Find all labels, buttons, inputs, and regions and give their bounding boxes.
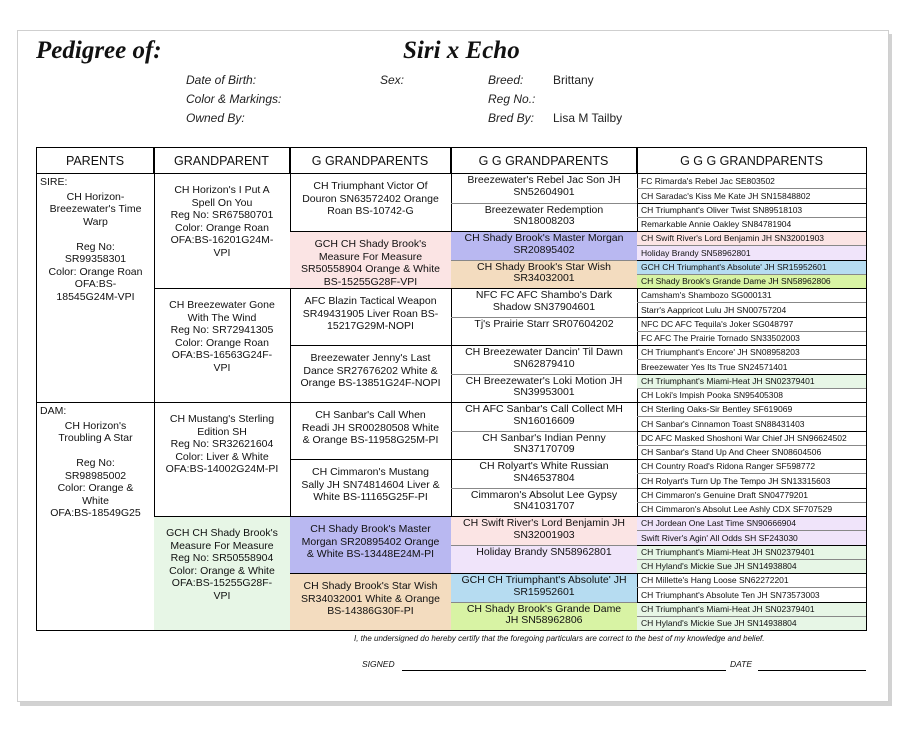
gg-grandparent-cell xyxy=(451,488,637,517)
sex-label: Sex: xyxy=(380,73,405,87)
ggg-grandparent-cell: FC AFC The Prairie Tornado SN33502003 xyxy=(637,331,866,345)
ggg-grandparent-cell: Swift River's Agin' All Odds SH SF243030 xyxy=(637,530,866,544)
ggg-grandparent-cell: CH Rolyart's Turn Up The Tempo JH SN13315603 xyxy=(637,473,866,487)
g-grandparent-cell-text: CH Shady Brook's Star Wish SR34032001 White & Orange BS-14386G30F-PI xyxy=(301,580,440,617)
g-grandparent-cell-text: CH Triumphant Victor Of Douron SN63572402 Orange Roan BS-10742-G xyxy=(302,180,439,217)
ggg-grandparent-cell: CH Shady Brook's Grande Dame JH SN58962806 xyxy=(637,274,866,288)
gg-grandparent-cell-text: CH Swift River's Lord Benjamin JH SN32001903 xyxy=(463,517,625,541)
g-grandparent-cell-text: Breezewater Jenny's Last Dance SR27676202 White & Orange BS-13851G24F-NOPI xyxy=(300,352,441,389)
gg-grandparent-cell xyxy=(451,260,637,289)
gg-grandparent-cell xyxy=(451,402,637,431)
gg-grandparent-cell-text: Holiday Brandy SN58962801 xyxy=(476,545,612,558)
ggg-grandparent-cell: CH Saradac's Kiss Me Kate JH SN15848802 xyxy=(637,188,866,202)
ggg-grandparent-cell: Holiday Brandy SN58962801 xyxy=(637,245,866,259)
ggg-grandparent-cell: CH Sanbar's Stand Up And Cheer SN08604506 xyxy=(637,445,866,459)
gg-grandparent-cell xyxy=(451,516,637,545)
ggg-grandparent-cell: CH Triumphant's Miami-Heat JH SN02379401 xyxy=(637,602,866,616)
g-grandparent-cell xyxy=(290,516,451,573)
grandparent-cell-text: CH Mustang's Sterling Edition SH Reg No: SR32621604 Color: Liver & White OFA:BS-14002G24M-PI xyxy=(165,413,279,475)
column-header-gg-grandparents: G G GRANDPARENTS xyxy=(451,148,637,174)
grandparent-cell-text: CH Horizon's I Put A Spell On You Reg No: SR67580701 Color: Orange Roan OFA:BS-16201G24M- VPI xyxy=(170,184,274,259)
gg-grandparent-cell xyxy=(451,203,637,232)
gg-grandparent-cell-text: CH Rolyart's White Russian SN46537804 xyxy=(479,460,609,484)
ggg-grandparent-cell: CH Hyland's Mickie Sue JH SN14938804 xyxy=(637,616,866,630)
ggg-grandparent-cell: Starr's Aappricot Lulu JH SN00757204 xyxy=(637,302,866,316)
g-grandparent-cell xyxy=(290,402,451,459)
gg-grandparent-cell-text: GCH CH Triumphant's Absolute' JH SR15952601 xyxy=(461,574,627,598)
ggg-grandparent-cell: CH Country Road's Ridona Ranger SF598772 xyxy=(637,459,866,473)
gg-grandparent-cell xyxy=(451,231,637,260)
g-grandparent-cell-text: GCH CH Shady Brook's Measure For Measure SR50558904 Orange & White BS-15255G28F-VPI xyxy=(301,238,440,288)
ggg-grandparent-cell: CH Sanbar's Cinnamon Toast SN88431403 xyxy=(637,416,866,430)
date-label: DATE xyxy=(730,659,753,669)
column-header-parents: PARENTS xyxy=(37,148,154,174)
ggg-grandparent-cell: CH Jordean One Last Time SN90666904 xyxy=(637,516,866,530)
ggg-grandparent-cell: DC AFC Masked Shoshoni War Chief JH SN96624502 xyxy=(637,431,866,445)
grandparent-cell-text: CH Breezewater Gone With The Wind Reg No: SR72941305 Color: Orange Roan OFA:BS-16563G24F- VPI xyxy=(169,299,275,374)
ggg-grandparent-cell: CH Triumphant's Miami-Heat JH SN02379401 xyxy=(637,545,866,559)
bred-by-label: Bred By: xyxy=(488,111,535,125)
pedigree-table xyxy=(36,147,867,631)
grandparent-cell xyxy=(154,174,290,288)
g-grandparent-cell xyxy=(290,231,451,288)
gg-grandparent-cell-text: Tj's Prairie Starr SR07604202 xyxy=(474,317,614,330)
ggg-grandparent-cell: CH Loki's Impish Pooka SN95405308 xyxy=(637,388,866,402)
g-grandparent-cell xyxy=(290,459,451,516)
g-grandparent-cell xyxy=(290,573,451,630)
bred-by-value: Lisa M Tailby xyxy=(553,111,623,125)
g-grandparent-cell-text: CH Shady Brook's Master Morgan SR20895402 Orange & White BS-13448E24M-PI xyxy=(301,523,440,560)
date-line[interactable] xyxy=(758,670,866,671)
grandparent-cell xyxy=(154,288,290,402)
gg-grandparent-cell-text: CH AFC Sanbar's Call Collect MH SN16016609 xyxy=(465,403,623,427)
certification-text: I, the undersigned do hereby certify that the foregoing particulars are correct to the best of my knowledge and belief. xyxy=(354,634,765,643)
grandparent-cell xyxy=(154,402,290,516)
sire-label: SIRE: xyxy=(40,176,68,188)
grandparent-cell-text: GCH CH Shady Brook's Measure For Measure Reg No: SR50558904 Color: Orange & White OFA:BS-15255G28F- VPI xyxy=(166,527,278,602)
signature-line[interactable] xyxy=(402,670,726,671)
ggg-grandparent-cell: Breezewater Yes Its True SN24571401 xyxy=(637,359,866,373)
column-header-g-grandparents: G GRANDPARENTS xyxy=(290,148,451,174)
ggg-grandparent-cell: FC Rimarda's Rebel Jac SE803502 xyxy=(641,175,775,186)
gg-grandparent-cell-text: NFC FC AFC Shambo's Dark Shadow SN37904601 xyxy=(475,289,613,313)
gg-grandparent-cell-text: CH Shady Brook's Star Wish SR34032001 xyxy=(477,260,611,284)
ggg-grandparent-cell: CH Triumphant's Absolute Ten JH SN73573003 xyxy=(637,587,866,601)
ggg-grandparent-cell: CH Swift River's Lord Benjamin JH SN32001903 xyxy=(637,231,866,245)
grandparent-cell xyxy=(154,516,290,630)
breed-value: Brittany xyxy=(553,73,594,87)
gg-grandparent-cell-text: CH Sanbar's Indian Penny SN37170709 xyxy=(482,431,606,455)
ggg-grandparent-cell: CH Cimmaron's Genuine Draft SN04779201 xyxy=(637,488,866,502)
gg-grandparent-cell-text: CH Breezewater's Loki Motion JH SN39953001 xyxy=(465,374,623,398)
gg-grandparent-cell-text: Breezewater's Rebel Jac Son JH SN52604901 xyxy=(467,174,621,198)
sire-cell xyxy=(37,174,154,402)
signed-label: SIGNED xyxy=(362,659,395,669)
ggg-grandparent-cell: GCH CH Triumphant's Absolute' JH SR15952601 xyxy=(637,260,866,274)
dam-details: CH Horizon's Troubling A Star Reg No: SR98985002 Color: Orange & White OFA:BS-18549G25 xyxy=(50,419,141,519)
gg-grandparent-cell xyxy=(451,374,637,403)
gg-grandparent-cell xyxy=(451,573,637,602)
pedigree-document xyxy=(17,30,889,702)
ggg-grandparent-cell: NFC DC AFC Tequila's Joker SG048797 xyxy=(637,317,866,331)
gg-grandparent-cell-text: CH Breezewater Dancin' Til Dawn SN62879410 xyxy=(465,346,623,370)
dam-label: DAM: xyxy=(40,405,67,417)
g-grandparent-cell-text: AFC Blazin Tactical Weapon SR49431905 Liver Roan BS- 15217G29M-NOPI xyxy=(302,295,439,332)
column-header-ggg-grandparents: G G G GRANDPARENTS xyxy=(637,148,866,174)
gg-grandparent-cell xyxy=(451,317,637,346)
breed-label: Breed: xyxy=(488,73,524,87)
ggg-grandparent-cell: Camsham's Shambozo SG000131 xyxy=(637,288,866,302)
owned-by-label: Owned By: xyxy=(186,111,245,125)
g-grandparent-cell xyxy=(290,174,451,231)
gg-grandparent-cell xyxy=(451,459,637,488)
gg-grandparent-cell-text: Breezewater Redemption SN18008203 xyxy=(484,203,604,227)
gg-grandparent-cell-text: CH Shady Brook's Grande Dame JH SN58962806 xyxy=(466,602,622,626)
dam-cell xyxy=(37,402,154,630)
gg-grandparent-cell xyxy=(451,174,637,203)
reg-no-label: Reg No.: xyxy=(488,92,536,106)
gg-grandparent-cell xyxy=(451,345,637,374)
gg-grandparent-cell-text: Cimmaron's Absolut Lee Gypsy SN41031707 xyxy=(470,488,618,512)
dog-name: Siri x Echo xyxy=(403,37,520,64)
ggg-grandparent-cell: CH Cimmaron's Absolut Lee Ashly CDX SF707529 xyxy=(637,502,866,516)
ggg-grandparent-cell: CH Sterling Oaks-Sir Bentley SF619069 xyxy=(637,402,866,416)
gg-grandparent-cell xyxy=(451,431,637,460)
gg-grandparent-cell xyxy=(451,602,637,631)
ggg-grandparent-cell: CH Millette's Hang Loose SN62272201 xyxy=(637,573,866,587)
color-markings-label: Color & Markings: xyxy=(186,92,282,106)
ggg-grandparent-cell: CH Triumphant's Miami-Heat JH SN02379401 xyxy=(637,374,866,388)
g-grandparent-cell xyxy=(290,345,451,402)
gg-grandparent-cell xyxy=(451,288,637,317)
gg-grandparent-cell-text: CH Shady Brook's Master Morgan SR20895402 xyxy=(464,232,624,256)
ggg-grandparent-cell: CH Triumphant's Encore' JH SN08958203 xyxy=(637,345,866,359)
g-grandparent-cell-text: CH Sanbar's Call When Readi JH SR00280508 White & Orange BS-11958G25M-PI xyxy=(301,409,440,446)
g-grandparent-cell xyxy=(290,288,451,345)
gg-grandparent-cell xyxy=(451,545,637,574)
column-header-grandparent: GRANDPARENT xyxy=(154,148,290,174)
ggg-grandparent-cell: CH Triumphant's Oliver Twist SN89518103 xyxy=(637,203,866,217)
sire-details: CH Horizon- Breezewater's Time Warp Reg No: SR99358301 Color: Orange Roan OFA:BS- 18545G24M-VPI xyxy=(48,190,143,303)
ggg-grandparent-cell: CH Hyland's Mickie Sue JH SN14938804 xyxy=(637,559,866,573)
g-grandparent-cell-text: CH Cimmaron's Mustang Sally JH SN74814604 Liver & White BS-11165G25F-PI xyxy=(301,466,440,503)
pedigree-of-label: Pedigree of: xyxy=(36,37,162,64)
dob-label: Date of Birth: xyxy=(186,73,257,87)
ggg-grandparent-cell: Remarkable Annie Oakley SN84781904 xyxy=(637,217,866,231)
